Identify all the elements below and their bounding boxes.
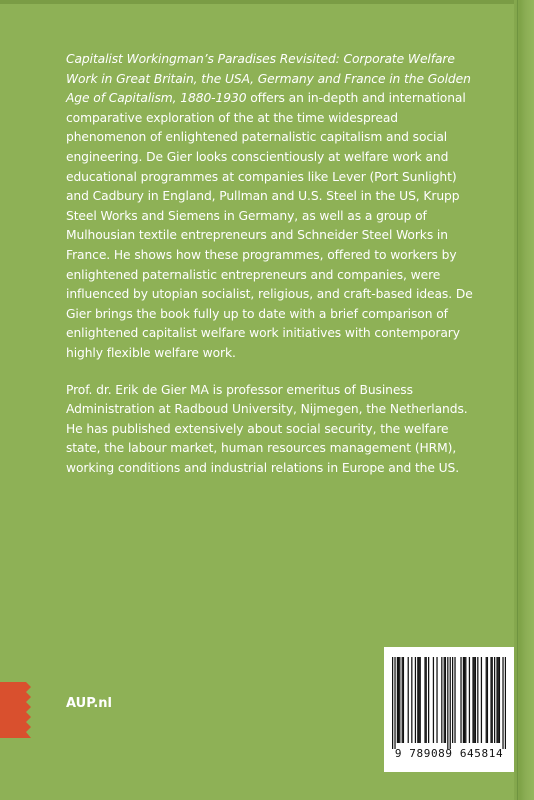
barcode-bar [399, 657, 400, 743]
barcode-bar [477, 657, 478, 743]
top-edge [0, 0, 534, 4]
barcode-bar [433, 657, 434, 743]
isbn-digits: 9 789089 645814 [394, 747, 504, 760]
barcode-bar [398, 657, 399, 743]
barcode-bar [490, 657, 491, 743]
barcode-bar [418, 657, 419, 743]
barcode-bar [428, 657, 429, 743]
barcode-bar [436, 657, 437, 743]
publisher-url: AUP.nl [66, 696, 113, 711]
barcode-bar [420, 657, 421, 743]
barcode-bar [417, 657, 418, 743]
spine-crease [517, 0, 518, 800]
barcode-bar [424, 657, 425, 743]
barcode-bar [454, 657, 455, 743]
barcode-bar [469, 657, 470, 743]
book-title: Capitalist Workingman’s Paradises Revisited: Corporate Welfare Work in Great Britain, the USA, Germany and France in the Golden Age of Capitalism, 1880-1930 [66, 52, 471, 106]
barcode-bar [492, 657, 493, 743]
barcode-bar [452, 657, 453, 743]
barcode-bar [474, 657, 475, 743]
barcode-bar [481, 657, 482, 743]
barcode-bar [441, 657, 442, 743]
barcode-bar [408, 657, 409, 743]
blurb-paragraph [66, 50, 476, 364]
barcode-bar [463, 657, 464, 743]
blurb-description: offers an in-depth and international comparative exploration of the at the time widespread phenomenon of enlightened paternalistic capitalism and social engineering. De Gier looks conscientiously at welfare work and educational programmes at companies like Lever (Port Sunlight) and Cadbury in England, Pullman and U.S. Steel in the US, Krupp Steel Works and Siemens in Germany, as well as a group of Mulhousian textile entrepreneurs and Schneider Steel Works in France. He shows how these programmes, offered to workers by enlightened paternalistic entrepreneurs and companies, were influenced by utopian socialist, religious, and craft-based ideas. De Gier brings the book fully up to date with a brief comparison of enlightened capitalist welfare work initiatives with contemporary highly flexible welfare work. [66, 91, 473, 360]
barcode-bar [447, 657, 448, 749]
barcode-bar [392, 657, 393, 749]
barcode-bar [426, 657, 427, 743]
barcode-bar [397, 657, 398, 743]
barcode-bar [502, 657, 503, 749]
barcode-bar [496, 657, 497, 743]
barcode-bar [505, 657, 506, 749]
back-cover-text [66, 50, 476, 478]
aup-red-block-logo-icon [0, 682, 34, 738]
ean13-barcode-icon [392, 657, 506, 749]
barcode-bar [403, 657, 404, 743]
barcode-bar [460, 657, 461, 743]
barcode-bar [499, 657, 500, 743]
barcode-bar [472, 657, 473, 743]
barcode-bar [444, 657, 445, 743]
barcode-bar [486, 657, 487, 743]
barcode-bar [464, 657, 465, 743]
barcode-bar [411, 657, 412, 743]
barcode-bar [465, 657, 466, 743]
barcode-bar [450, 657, 451, 749]
barcode-bar [475, 657, 476, 743]
barcode-bar [402, 657, 403, 743]
barcode-bar [394, 657, 395, 749]
barcode-bar [445, 657, 446, 743]
barcode-bar [487, 657, 488, 743]
author-bio: Prof. dr. Erik de Gier MA is professor emeritus of Business Administration at Radboud University, Nijmegen, the Netherlands. He has published extensively about social security, the welfare state, the labour market, human resources management (HRM), working conditions and industrial relations in Europe and the US. [66, 382, 468, 475]
isbn-barcode [384, 647, 514, 772]
barcode-bar [415, 657, 416, 743]
barcode-bar [494, 657, 495, 743]
barcode-bar [498, 657, 499, 743]
